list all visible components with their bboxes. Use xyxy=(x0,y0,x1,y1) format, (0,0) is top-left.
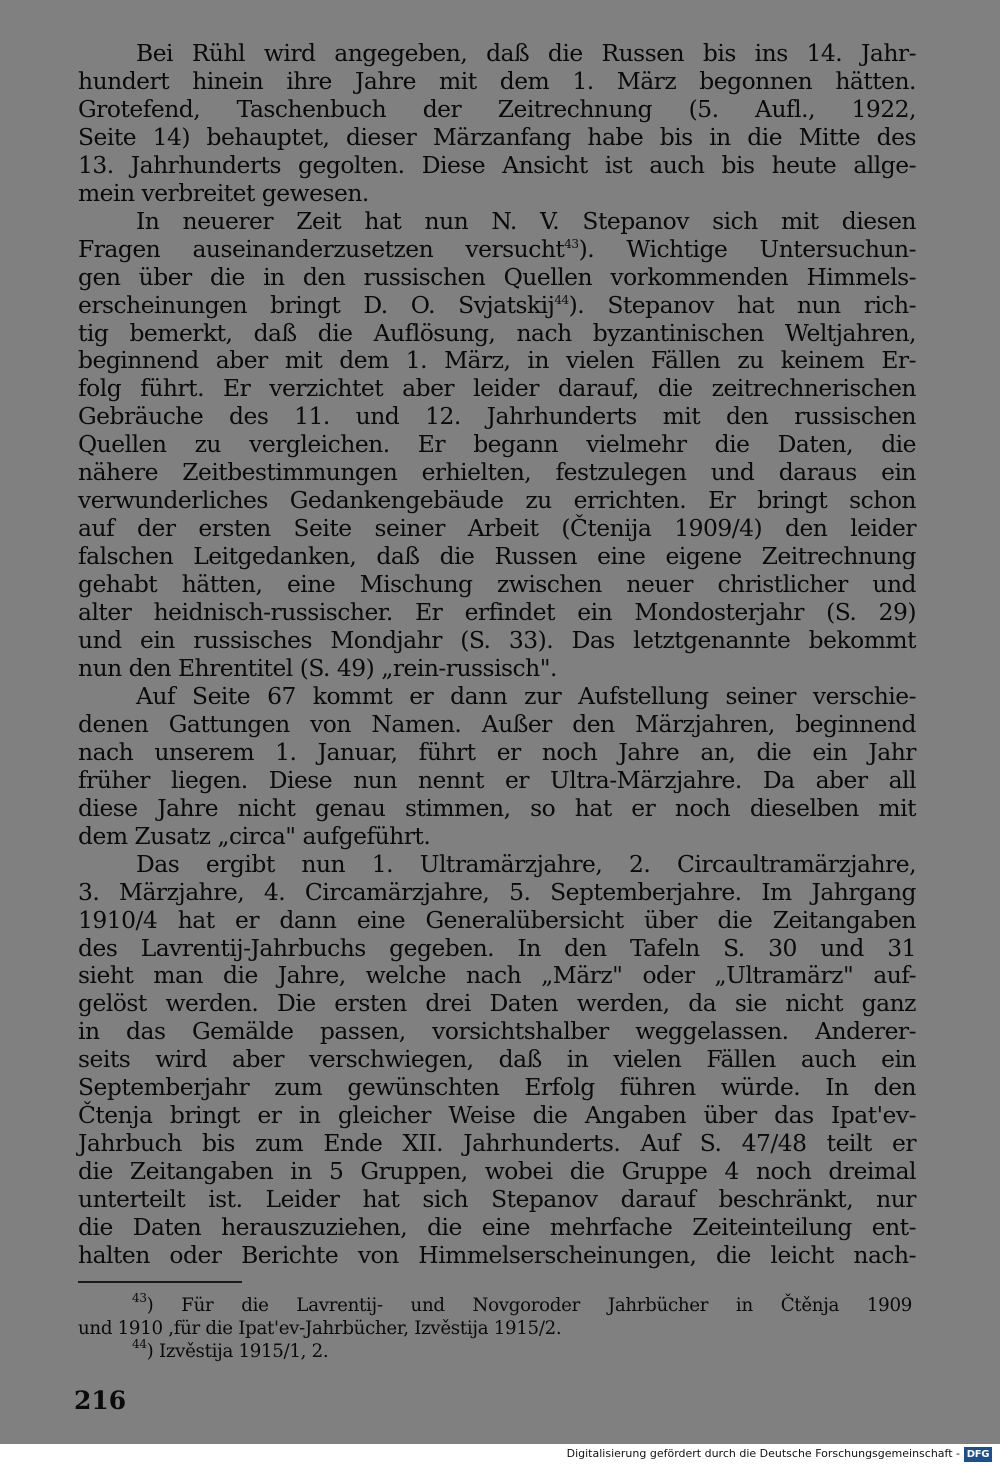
text-line: und ein russisches Mondjahr (S. 33). Das letztgenannte bekommt xyxy=(78,626,916,655)
paragraph-1 xyxy=(78,40,916,208)
text-line: beginnend aber mit dem 1. März, in vielen Fällen zu keinem Er- xyxy=(78,346,916,375)
footnote-text: ) Für die Lavrentij- und Novgoroder Jahrbücher in Čtěnja 1909 xyxy=(146,1295,912,1316)
text-line: Čtenja bringt er in gleicher Weise die Angaben über das Ipat'ev- xyxy=(78,1101,916,1130)
footnote-43 xyxy=(78,1291,912,1317)
paragraph-2 xyxy=(78,208,916,683)
text-line: hundert hinein ihre Jahre mit dem 1. März begonnen hätten. xyxy=(78,66,916,95)
text-line-part: ). Wichtige Untersuchun- xyxy=(578,234,916,263)
text-line: auf der ersten Seite seiner Arbeit (Čtenija 1909/4) den leider xyxy=(78,514,916,543)
text-line-part: Fragen auseinanderzusetzen versucht xyxy=(78,234,565,263)
text-line: tig bemerkt, daß die Auflösung, nach byzantinischen Weltjahren, xyxy=(78,318,916,347)
text-line: In neuerer Zeit hat nun N. V. Stepanov sich mit diesen xyxy=(136,206,916,235)
text-line: früher liegen. Diese nun nennt er Ultra-Märzjahre. Da aber all xyxy=(78,765,916,794)
text-line: falschen Leitgedanken, daß die Russen eine eigene Zeitrechnung xyxy=(78,542,916,571)
text-line: gehabt hätten, eine Mischung zwischen neuer christlicher und xyxy=(78,570,916,599)
dfg-logo: DFG xyxy=(964,1447,992,1462)
text-line: folg führt. Er verzichtet aber leider darauf, die zeitrechnerischen xyxy=(78,374,916,403)
text-line: seits wird aber verschwiegen, daß in vielen Fällen auch ein xyxy=(78,1045,916,1074)
footnote-43-continued: und 1910 ,für die Ipat'ev-Jahrbücher, Izvěstija 1915/2. xyxy=(78,1318,562,1339)
text-line: diese Jahre nicht genau stimmen, so hat er noch dieselben mit xyxy=(78,793,916,822)
text-line: gelöst werden. Die ersten drei Daten werden, da sie nicht ganz xyxy=(78,989,916,1018)
footnote-marker-43: 43 xyxy=(132,1291,147,1305)
text-line: nun den Ehrentitel (S. 49) „rein-russisch". xyxy=(78,653,557,682)
text-line: gen über die in den russischen Quellen vorkommenden Himmels- xyxy=(78,262,916,291)
text-line: Das ergibt nun 1. Ultramärzjahre, 2. Circaultramärzjahre, xyxy=(136,849,916,878)
text-line: die Zeitangaben in 5 Gruppen, wobei die Gruppe 4 noch dreimal xyxy=(78,1157,916,1186)
text-line: in das Gemälde passen, vorsichtshalber weggelassen. Anderer- xyxy=(78,1017,916,1046)
text-line: mein verbreitet gewesen. xyxy=(78,178,369,207)
footnote-44 xyxy=(78,1337,912,1363)
text-line: Auf Seite 67 kommt er dann zur Aufstellung seiner verschie- xyxy=(136,681,916,710)
text-line: Seite 14) behauptet, dieser Märzanfang habe bis in die Mitte des xyxy=(78,122,916,151)
text-line: Septemberjahr zum gewünschten Erfolg führen würde. In den xyxy=(78,1073,916,1102)
text-line xyxy=(78,292,916,320)
text-line: halten oder Berichte von Himmelserscheinungen, die leicht nach- xyxy=(78,1240,916,1269)
text-line: unterteilt ist. Leider hat sich Stepanov darauf beschränkt, nur xyxy=(78,1185,916,1214)
body-text xyxy=(78,40,916,1270)
footnotes xyxy=(78,1291,912,1363)
text-line: denen Gattungen von Namen. Außer den Märzjahren, beginnend xyxy=(78,709,916,738)
text-line: 1910/4 hat er dann eine Generalübersicht über die Zeitangaben xyxy=(78,905,916,934)
text-line: Grotefend, Taschenbuch der Zeitrechnung (5. Aufl., 1922, xyxy=(78,94,916,123)
text-line-part: erscheinungen bringt D. O. Svjatskij xyxy=(78,290,555,319)
text-line: nähere Zeitbestimmungen erhielten, festzulegen und daraus ein xyxy=(78,458,916,487)
text-line: die Daten herauszuziehen, die eine mehrfache Zeiteinteilung ent- xyxy=(78,1213,916,1242)
text-line: alter heidnisch-russischer. Er erfindet ein Mondosterjahr (S. 29) xyxy=(78,598,916,627)
text-line: des Lavrentij-Jahrbuchs gegeben. In den Tafeln S. 30 und 31 xyxy=(78,933,916,962)
text-line: nach unserem 1. Januar, führt er noch Jahre an, die ein Jahr xyxy=(78,737,916,766)
text-line: sieht man die Jahre, welche nach „März" oder „Ultramärz" auf- xyxy=(78,961,916,990)
paragraph-3 xyxy=(78,683,916,851)
text-line: Quellen zu vergleichen. Er begann vielmehr die Daten, die xyxy=(78,430,916,459)
page-number: 216 xyxy=(74,1386,127,1415)
digitization-credit: Digitalisierung gefördert durch die Deutsche Forschungsgemeinschaft - xyxy=(566,1447,960,1460)
paragraph-4 xyxy=(78,851,916,1270)
text-line: 13. Jahrhunderts gegolten. Diese Ansicht ist auch bis heute allge- xyxy=(78,150,916,179)
text-line: verwunderliches Gedankengebäude zu errichten. Er bringt schon xyxy=(78,486,916,515)
footnote-marker-44: 44 xyxy=(132,1337,147,1351)
footnote-text: ) Izvěstija 1915/1, 2. xyxy=(146,1341,329,1362)
text-line xyxy=(78,236,916,264)
text-line: dem Zusatz „circa" aufgeführt. xyxy=(78,821,431,850)
text-line: 3. Märzjahre, 4. Circamärzjahre, 5. Septemberjahre. Im Jahrgang xyxy=(78,877,916,906)
text-line: Gebräuche des 11. und 12. Jahrhunderts mit den russischen xyxy=(78,402,916,431)
footnote-ref-43[interactable]: 43 xyxy=(564,236,579,251)
footnote-divider xyxy=(78,1281,242,1283)
text-line: Bei Rühl wird angegeben, daß die Russen bis ins 14. Jahr- xyxy=(136,39,916,67)
text-line-part: ). Stepanov hat nun rich- xyxy=(568,290,916,319)
footnote-ref-44[interactable]: 44 xyxy=(554,292,569,307)
text-line: Jahrbuch bis zum Ende XII. Jahrhunderts. Auf S. 47/48 teilt er xyxy=(78,1129,916,1158)
